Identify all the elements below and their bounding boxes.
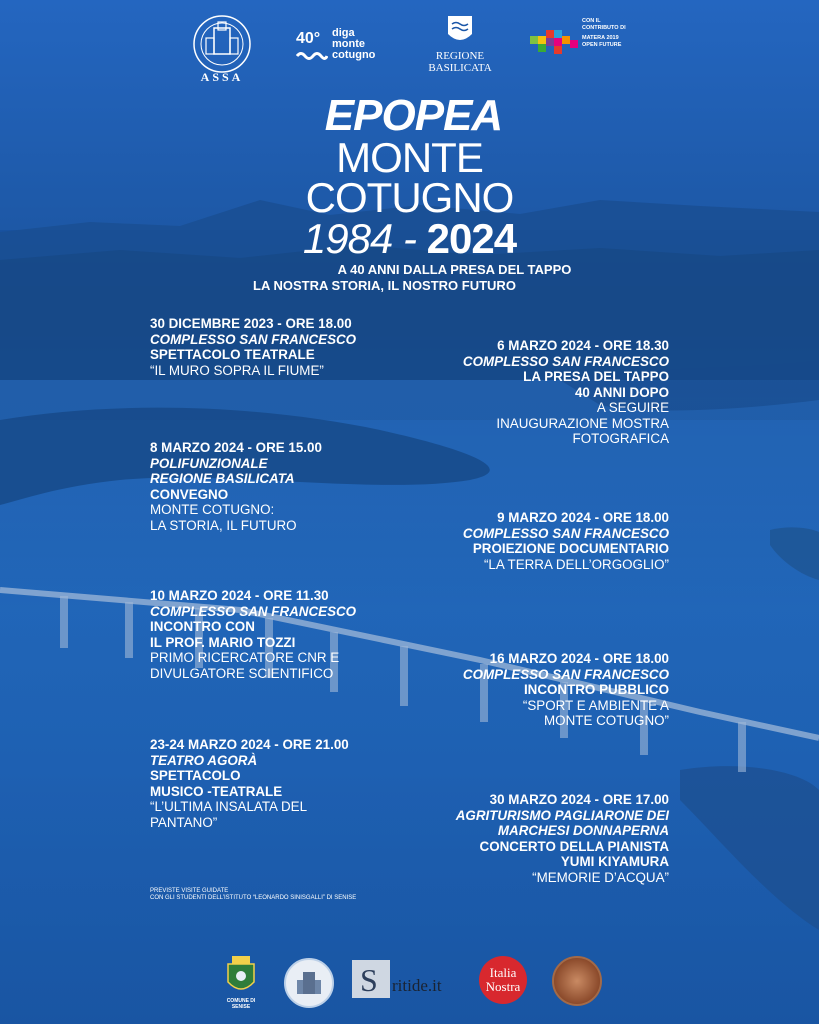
guided-visits-note xyxy=(150,888,356,902)
title-year-start: 1984 - xyxy=(302,215,427,262)
diga-monte-cotugno-logo xyxy=(296,28,396,72)
matera-text-2: CONTRIBUTO DI xyxy=(582,25,626,31)
event-kind: SPETTACOLO xyxy=(150,768,241,783)
event-venue: COMPLESSO SAN FRANCESCO xyxy=(150,603,357,619)
event-venue: COMPLESSO SAN FRANCESCO xyxy=(462,666,669,682)
event-3 xyxy=(150,440,322,533)
subtitle xyxy=(0,262,819,294)
regione-basilicata-logo xyxy=(424,14,496,76)
event-5 xyxy=(150,588,356,681)
matera-text-1: CON IL xyxy=(582,18,601,24)
event-8 xyxy=(456,792,669,885)
top-logo-bar xyxy=(0,14,819,84)
comune-label-2: SENISE xyxy=(231,1004,251,1010)
event-detail: “L’ULTIMA INSALATA DEL xyxy=(150,799,308,814)
comune-crest-icon xyxy=(220,954,262,998)
siritide-text: ritide.it xyxy=(392,976,442,995)
title-line-3: COTUGNO xyxy=(305,174,514,221)
castle-icon xyxy=(286,960,332,1006)
diga-text-1: diga xyxy=(332,27,355,39)
title-line-2: MONTE xyxy=(336,134,483,181)
note-line-1: PREVISTE VISITE GUIDATE xyxy=(150,888,229,894)
event-detail: “IL MURO SOPRA IL FIUME” xyxy=(150,362,324,378)
event-kind: YUMI KIYAMURA xyxy=(560,854,669,869)
event-detail: “SPORT E AMBIENTE A xyxy=(522,697,669,713)
assa-logo xyxy=(182,14,262,84)
event-detail: INAUGURAZIONE MOSTRA xyxy=(496,415,669,431)
matera-text-3: MATERA 2019 xyxy=(582,35,619,41)
seal-logo xyxy=(552,956,602,1006)
siritide-logo xyxy=(352,960,462,1000)
italia-nostra-label-1: Italia xyxy=(489,965,517,980)
event-venue: COMPLESSO SAN FRANCESCO xyxy=(462,353,669,369)
italia-nostra-logo xyxy=(479,956,527,1004)
title-line-1: EPOPEA xyxy=(324,91,503,140)
event-date: 23-24 MARZO 2024 - ORE 21.00 xyxy=(150,737,349,752)
event-4 xyxy=(463,510,669,572)
diga-text-2: monte xyxy=(332,38,365,50)
event-date: 10 MARZO 2024 - ORE 11.30 xyxy=(150,588,329,603)
event-detail: DIVULGATORE SCIENTIFICO xyxy=(150,665,334,681)
event-venue: COMPLESSO SAN FRANCESCO xyxy=(462,525,669,541)
event-kind: INCONTRO PUBBLICO xyxy=(523,682,669,697)
diga-number: 40° xyxy=(296,30,321,47)
event-date: 6 MARZO 2024 - ORE 18.30 xyxy=(497,338,669,353)
title-year-end: 2024 xyxy=(426,215,517,262)
event-venue: AGRITURISMO PAGLIARONE DEI xyxy=(455,807,669,823)
regione-shield-icon xyxy=(446,14,474,46)
event-detail: LA STORIA, IL FUTURO xyxy=(150,517,297,533)
event-date: 30 DICEMBRE 2023 - ORE 18.00 xyxy=(150,316,352,331)
event-venue: TEATRO AGORÀ xyxy=(150,752,258,768)
assa-label: ASSA xyxy=(200,70,244,84)
event-detail: PRIMO RICERCATORE CNR E xyxy=(150,650,340,665)
event-kind: CONVEGNO xyxy=(150,486,229,502)
event-date: 16 MARZO 2024 - ORE 18.00 xyxy=(489,651,669,666)
matera-text-4: OPEN FUTURE xyxy=(582,42,622,48)
comune-label-1: COMUNE DI xyxy=(226,998,256,1004)
event-date: 9 MARZO 2024 - ORE 18.00 xyxy=(497,510,669,525)
event-venue: POLIFUNZIONALE xyxy=(150,455,268,471)
event-kind: IL PROF. MARIO TOZZI xyxy=(150,634,296,650)
event-detail: “LA TERRA DELL’ORGOGLIO” xyxy=(483,556,669,572)
event-detail: PANTANO” xyxy=(150,814,218,830)
event-kind: LA PRESA DEL TAPPO xyxy=(523,369,669,384)
comune-senise-logo xyxy=(220,954,262,1016)
italia-nostra-label-2: Nostra xyxy=(485,979,521,994)
event-1 xyxy=(150,316,356,378)
regione-label-2: BASILICATA xyxy=(428,62,492,74)
title-block xyxy=(0,91,819,262)
subtitle-line-1: A 40 ANNI DALLA PRESA DEL TAPPO xyxy=(337,262,572,277)
event-venue: COMPLESSO SAN FRANCESCO xyxy=(150,331,357,347)
event-kind: MUSICO -TEATRALE xyxy=(150,783,283,799)
event-detail: MONTE COTUGNO” xyxy=(544,713,669,728)
event-kind: PROIEZIONE DOCUMENTARIO xyxy=(472,541,669,556)
event-kind: 40 ANNI DOPO xyxy=(574,384,669,400)
wave-icon xyxy=(296,50,328,62)
event-detail: “MEMORIE D’ACQUA” xyxy=(532,869,669,885)
event-kind: SPETTACOLO TEATRALE xyxy=(150,347,315,362)
assa-round-logo xyxy=(284,958,334,1008)
regione-label-1: REGIONE xyxy=(435,50,485,62)
subtitle-line-2: LA NOSTRA STORIA, IL NOSTRO FUTURO xyxy=(253,278,516,293)
event-venue: MARCHESI DONNAPERNA xyxy=(497,823,669,838)
event-2 xyxy=(463,338,669,447)
diga-text-3: cotugno xyxy=(332,49,376,61)
note-line-2: CON GLI STUDENTI DELL’ISTITUTO “LEONARDO SINISGALLI” DI SENISE xyxy=(150,895,357,901)
event-detail: A SEGUIRE xyxy=(596,400,669,415)
footer-logo-bar xyxy=(0,950,819,1020)
title-years xyxy=(0,215,819,262)
event-7 xyxy=(150,737,349,830)
matera-2019-logo xyxy=(530,18,640,70)
event-detail: FOTOGRAFICA xyxy=(572,431,669,446)
event-kind: INCONTRO CON xyxy=(150,619,255,634)
event-date: 8 MARZO 2024 - ORE 15.00 xyxy=(150,440,322,455)
siritide-s-icon: S xyxy=(360,962,378,998)
event-venue: REGIONE BASILICATA xyxy=(150,471,295,486)
event-date: 30 MARZO 2024 - ORE 17.00 xyxy=(489,792,669,807)
event-6 xyxy=(463,651,669,729)
event-detail: MONTE COTUGNO: xyxy=(150,502,275,517)
event-kind: CONCERTO DELLA PIANISTA xyxy=(479,838,669,854)
matera-mosaic-icon xyxy=(530,26,582,60)
